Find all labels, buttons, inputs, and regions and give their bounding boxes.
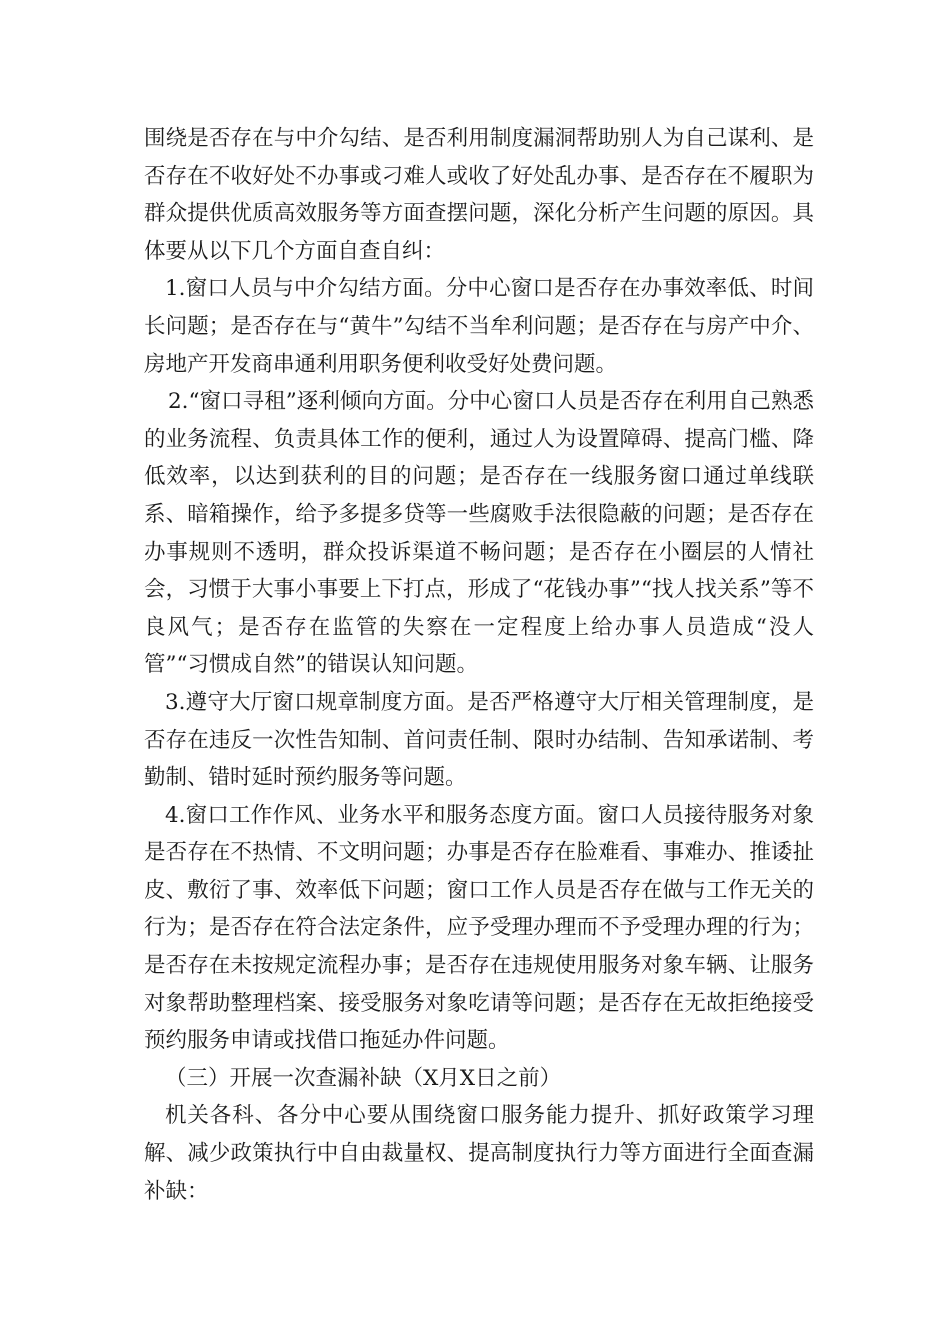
document-body — [144, 120, 814, 1210]
paragraph-item-2-window-rent-seeking: 2.“窗口寻租”逐利倾向方面。分中心窗口人员是否存在利用自己熟悉的业务流程、负责具体工作的便利，通过人为设置障碍、提高门槛、降低效率，以达到获利的目的问题；是否存在一线服务窗口通过单线联系、暗箱操作，给予多提多贷等一些腐败手法很隐蔽的问题；是否存在办事规则不透明，群众投诉渠道不畅问题；是否存在小圈层的人情社会，习惯于大事小事要上下打点，形成了“花钱办事”“找人找关系”等不良风气；是否存在监管的失察在一定程度上给办事人员造成“没人管”“习惯成自然”的错误认知问题。 — [144, 389, 814, 678]
paragraph-item-4-work-style: 4.窗口工作作风、业务水平和服务态度方面。窗口人员接待服务对象是否存在不热情、不文明问题；办事是否存在脸难看、事难办、推诿扯皮、敷衍了事、效率低下问题；窗口工作人员是否存在做与工作无关的行为；是否存在符合法定条件，应予受理办理而不予受理办理的行为；是否存在未按规定流程办事；是否存在违规使用服务对象车辆、让服务对象帮助整理档案、接受服务对象吃请等问题；是否存在无故拒绝接受预约服务申请或找借口拖延办件问题。 — [144, 802, 814, 1054]
paragraph-self-check-intro: 围绕是否存在与中介勾结、是否利用制度漏洞帮助别人为自己谋利、是否存在不收好处不办事或刁难人或收了好处乱办事、是否存在不履职为群众提供优质高效服务等方面查摆问题，深化分析产生问题的原因。具体要从以下几个方面自查自纠： — [144, 126, 814, 264]
paragraph-item-1-intermediary-collusion: 1.窗口人员与中介勾结方面。分中心窗口是否存在办事效率低、时间长问题；是否存在与“黄牛”勾结不当牟利问题；是否存在与房产中介、房地产开发商串通利用职务便利收受好处费问题。 — [144, 276, 814, 377]
paragraph-item-3-hall-rules: 3.遵守大厅窗口规章制度方面。是否严格遵守大厅相关管理制度，是否存在违反一次性告知制、首问责任制、限时办结制、告知承诺制、考勤制、错时延时预约服务等问题。 — [144, 689, 814, 791]
paragraph-gap-check-body: 机关各科、各分中心要从围绕窗口服务能力提升、抓好政策学习理解、减少政策执行中自由裁量权、提高制度执行力等方面进行全面查漏补缺： — [144, 1103, 814, 1204]
section-heading-gap-check: （三）开展一次查漏补缺（X月X日之前） — [165, 1065, 562, 1091]
